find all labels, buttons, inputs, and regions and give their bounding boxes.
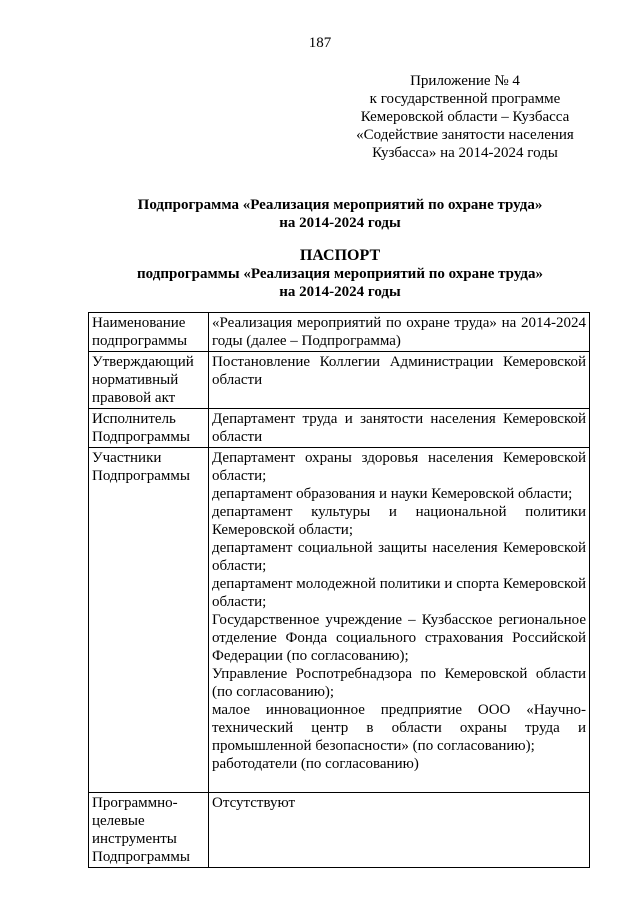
- row-value-line: работодатели (по согласованию): [212, 756, 419, 772]
- row-value: [209, 448, 590, 793]
- spacer: [212, 773, 586, 791]
- table-row: [89, 352, 590, 409]
- subprogram-title: [0, 196, 640, 232]
- row-value-line: «Реализация мероприятий по охране труда» на 2014-2024 годы (далее – Подпрограмма): [212, 315, 586, 349]
- row-value-line: Управление Роспотребнадзора по Кемеровской области (по согласованию);: [212, 666, 586, 700]
- row-label: Наименование подпрограммы: [89, 313, 209, 352]
- appendix-header: [300, 72, 630, 162]
- row-value: [209, 352, 590, 409]
- passport-subtitle-line: на 2014-2024 годы: [279, 284, 401, 300]
- table-row: [89, 313, 590, 352]
- row-value-line: Отсутствуют: [212, 795, 296, 811]
- appendix-line: Кемеровской области – Кузбасса: [360, 109, 570, 125]
- subprogram-title-line: Подпрограмма «Реализация мероприятий по охране труда»: [137, 197, 543, 213]
- appendix-line: к государственной программе: [369, 91, 561, 107]
- subprogram-title-line: на 2014-2024 годы: [279, 215, 401, 231]
- row-value: [209, 313, 590, 352]
- row-value-line: Департамент труда и занятости населения Кемеровской области: [212, 411, 586, 445]
- passport-subtitle-line: подпрограммы «Реализация мероприятий по охране труда»: [137, 266, 543, 282]
- row-value-line: Государственное учреждение – Кузбасское региональное отделение Фонда социального страхования Российской Федерации (по согласованию);: [212, 612, 586, 664]
- row-value-line: департамент культуры и национальной политики Кемеровской области;: [212, 504, 586, 538]
- row-label: Исполнитель Подпрограммы: [89, 409, 209, 448]
- appendix-line: «Содействие занятости населения: [356, 127, 574, 143]
- passport-title: ПАСПОРТ: [299, 247, 381, 264]
- row-value: [209, 793, 590, 868]
- table-row: [89, 409, 590, 448]
- table-row: [89, 448, 590, 793]
- row-value: [209, 409, 590, 448]
- row-value-line: департамент молодежной политики и спорта Кемеровской области;: [212, 576, 586, 610]
- row-value-line: департамент социальной защиты населения Кемеровской области;: [212, 540, 586, 574]
- row-value-line: Департамент охраны здоровья населения Кемеровской области;: [212, 450, 586, 484]
- row-label: Программно-целевые инструменты Подпрограммы: [89, 793, 209, 868]
- row-value-line: малое инновационное предприятие ООО «Научно-технический центр в области охраны труда и промышленной безопасности» (по согласованию);: [212, 702, 586, 754]
- page-number: 187: [308, 35, 332, 51]
- row-label: Участники Подпрограммы: [89, 448, 209, 793]
- row-value-line: Постановление Коллегии Администрации Кемеровской области: [212, 354, 586, 388]
- row-label: Утверждающий нормативный правовой акт: [89, 352, 209, 409]
- table-row: [89, 793, 590, 868]
- appendix-line: Приложение № 4: [410, 73, 520, 89]
- passport-heading: [0, 247, 640, 301]
- row-value-line: департамент образования и науки Кемеровской области;: [212, 486, 573, 502]
- passport-table: [88, 312, 590, 868]
- appendix-line: Кузбасса» на 2014-2024 годы: [372, 145, 558, 161]
